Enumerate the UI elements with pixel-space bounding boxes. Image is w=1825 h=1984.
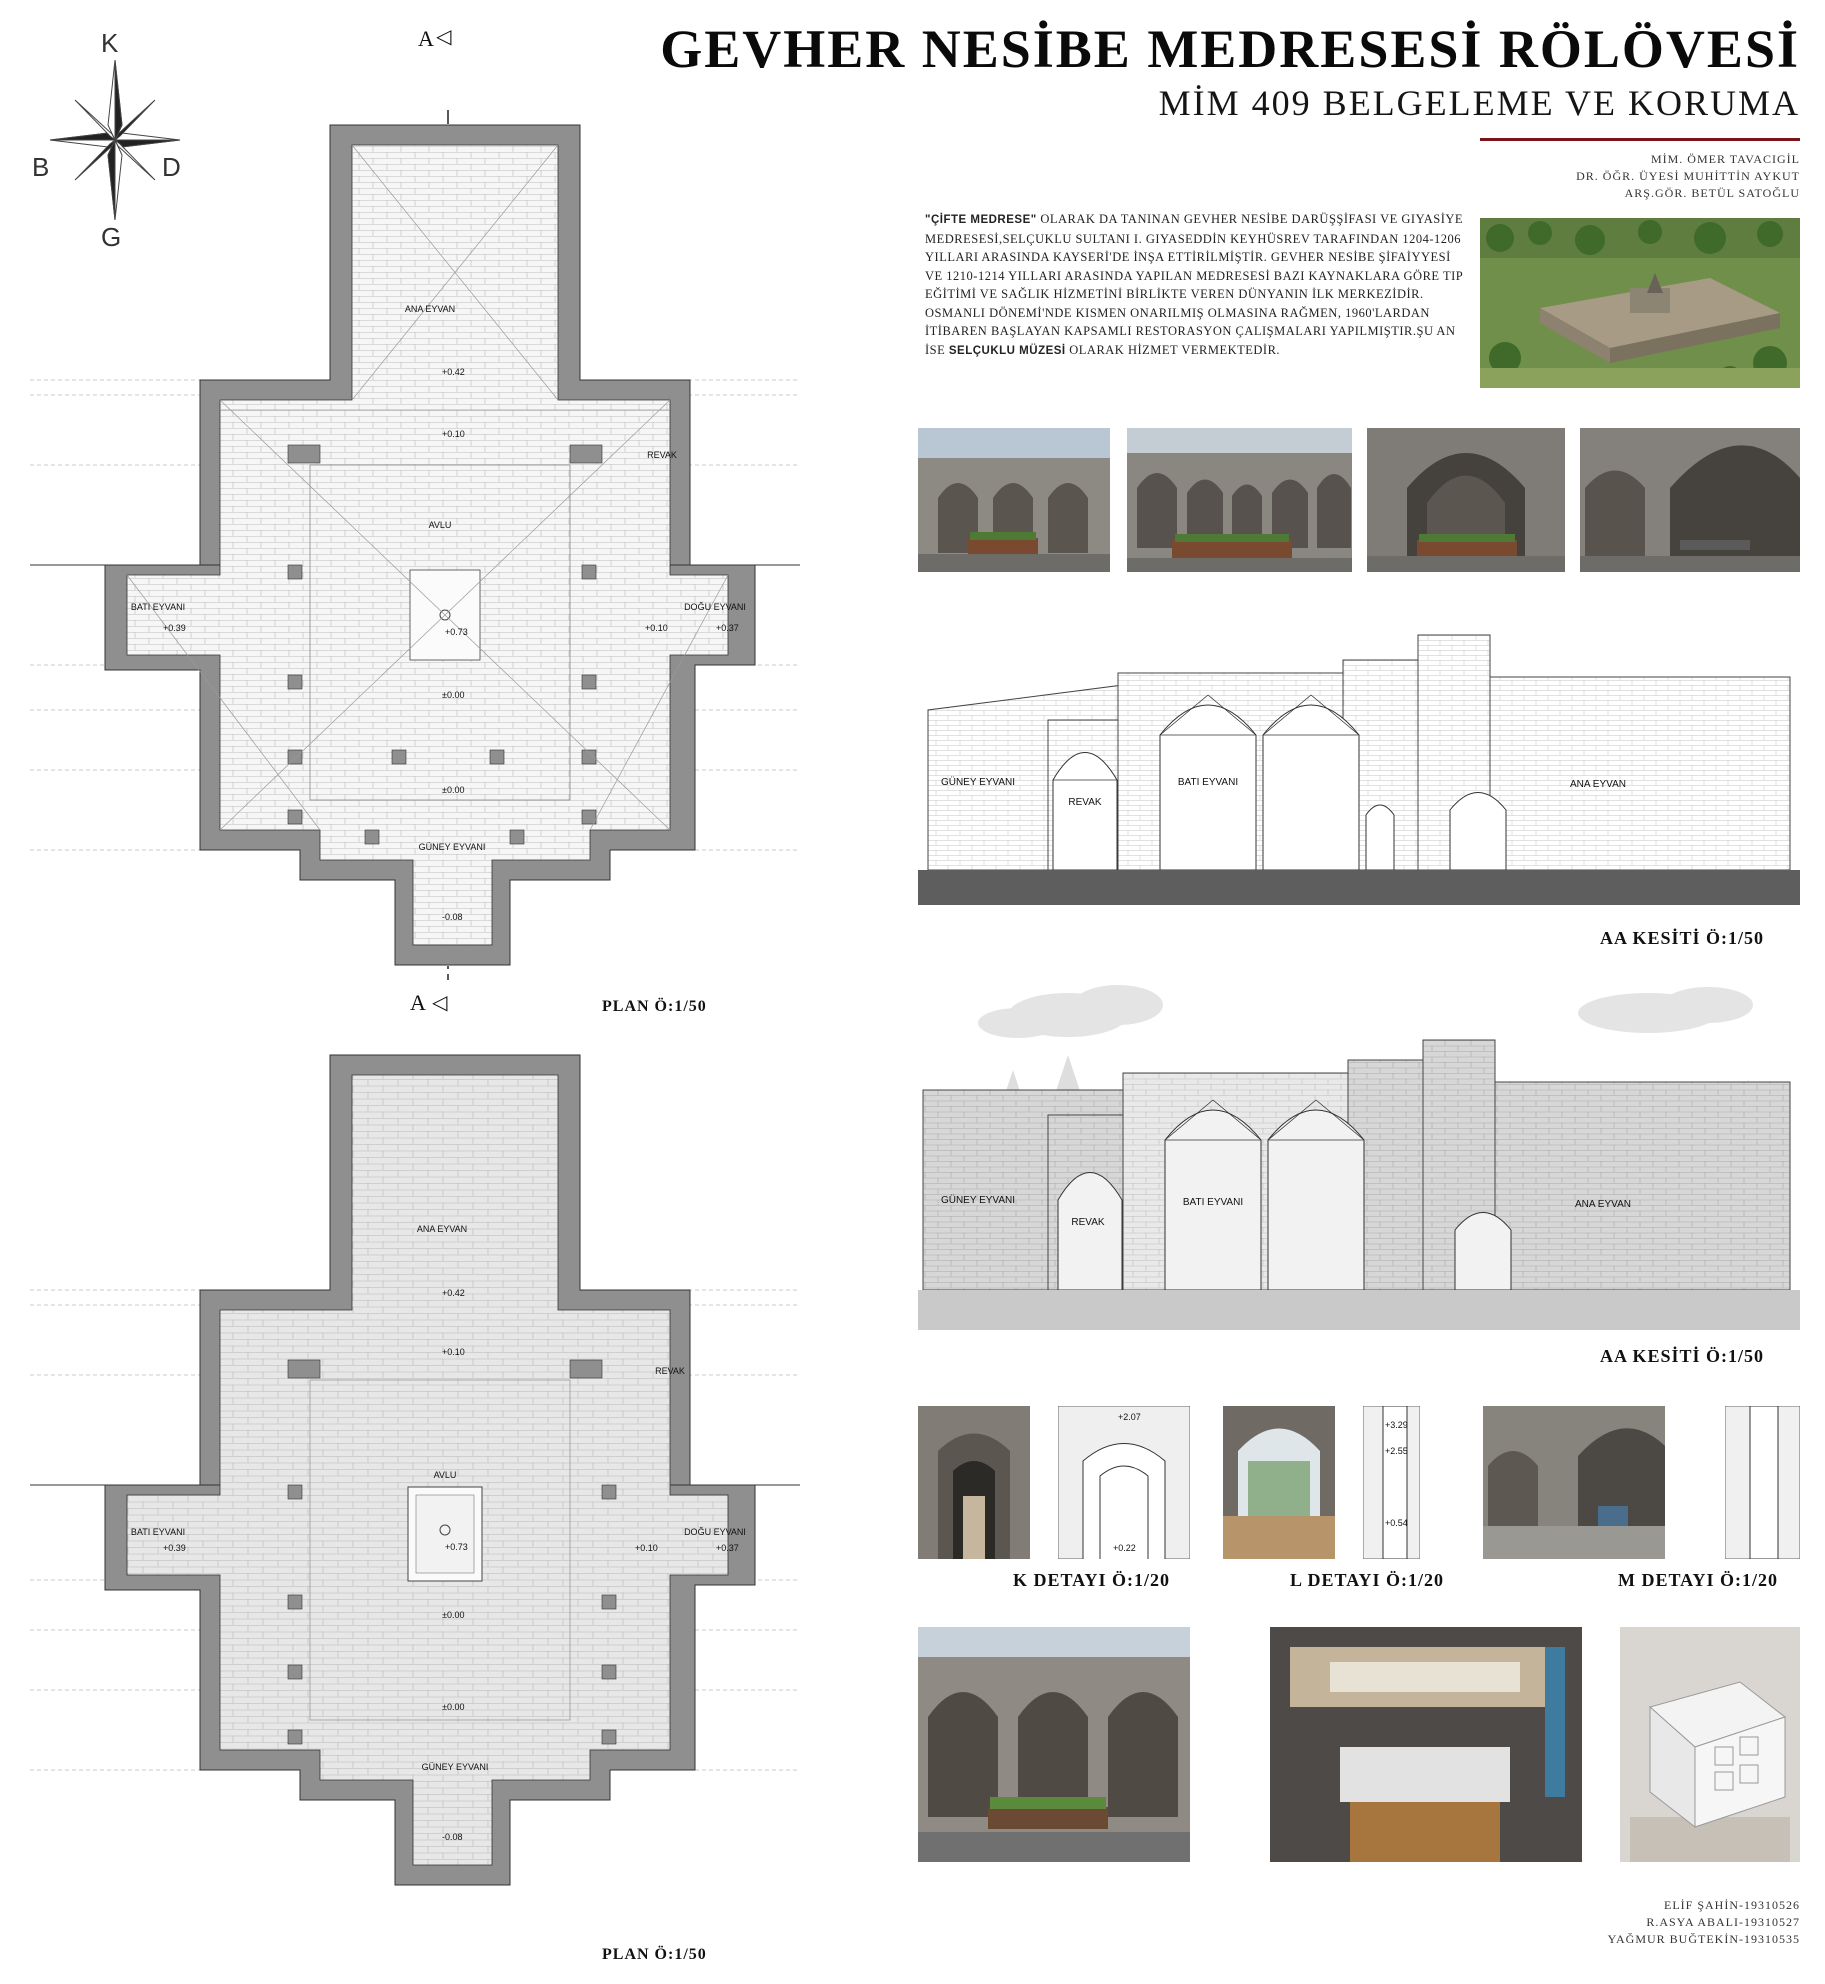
k-detail-caption: K DETAYI Ö:1/20: [1013, 1570, 1171, 1590]
sect1-label-revak: REVAK: [1068, 797, 1102, 808]
compass-west: B: [32, 152, 50, 182]
sect2-label-bati-eyvani: BATI EYVANI: [1182, 1197, 1244, 1208]
plan1-label-guney-eyvani: GÜNEY EYVANI: [418, 842, 486, 852]
courtyard-photo-1: [918, 428, 1110, 572]
plan1-level-7: +0.39: [163, 623, 186, 633]
description-text-1: OLARAK DA TANINAN GEVHER NESİBE DARÜŞŞİFASI VE GIYASİYE MEDRESESİ,SELÇUKLU SULTANI I. GIYASEDDİN KEYHÜSREV TARAFINDAN 1204-1206 YILLARI ARASINDA KAYSERİ'DE İNŞA ETTİRİLMİŞTİR. GEVHER NESİBE ŞİFAİYYESİ VE 1210-1214 YILLARI ARASINDA YAPILAN MEDRESESİ BAZI KAYNAKLARA GÖRE TIP EĞİTİMİ VE SAĞLIK HİZMETİNİ BİRLİKTE VEREN DÜNYANIN İLK MERKEZİDİR. OSMANLI DÖNEMİ'NDE KISMEN ONARILMIŞ OLMASINA RAĞMEN, 1960'LARDAN İTİBAREN BAŞLAYAN KAPSAMLI RESTORASYON ÇALIŞMALARI YAPILMIŞTIR.ŞU AN İSE: [925, 212, 1464, 357]
l-level-2: +2.55: [1385, 1446, 1408, 1456]
l-level-1: +3.29: [1385, 1420, 1408, 1430]
measured-plan-labels: [30, 110, 800, 990]
k-level-top: +2.07: [1118, 1412, 1141, 1422]
section-aa-line: [918, 615, 1800, 905]
k-detail-drawing: [1058, 1406, 1190, 1559]
compass-north: K: [101, 28, 119, 58]
plan2-level-2: +0.10: [442, 1347, 465, 1357]
plan2-level-1: +0.42: [442, 1288, 465, 1298]
l-detail-photo: [1223, 1406, 1335, 1559]
sect2-label-guney-eyvani: GÜNEY EYVANI: [940, 1195, 1016, 1206]
student-1: ELİF ŞAHİN-19310526: [1664, 1898, 1800, 1912]
plan2-caption: PLAN Ö:1/50: [602, 1946, 707, 1963]
museum-display-photo: [1270, 1627, 1582, 1862]
section-arrow-bottom-icon: ◁: [432, 992, 448, 1014]
m-detail-photo: [1483, 1406, 1665, 1559]
instructor-2: DR. ÖĞR. ÜYESİ MUHİTTİN AYKUT: [1576, 169, 1800, 183]
page-subtitle: MİM 409 BELGELEME VE KORUMA: [1158, 83, 1800, 123]
plan2-label-guney-eyvani: GÜNEY EYVANI: [421, 1762, 489, 1772]
plan1-level-4: ±0.00: [442, 690, 465, 700]
plan1-level-3: +0.73: [445, 627, 468, 637]
section1-caption: AA KESİTİ Ö:1/50: [1600, 928, 1765, 948]
plan2-level-9: -0.08: [442, 1832, 463, 1842]
plan1-caption: PLAN Ö:1/50: [602, 998, 707, 1015]
k-detail-photo: [918, 1406, 1030, 1559]
plan1-level-1: +0.42: [442, 367, 465, 377]
plan2-label-ana-eyvan: ANA EYVAN: [416, 1224, 468, 1234]
plan2-level-4: ±0.00: [442, 1610, 465, 1620]
plan2-level-3: +0.73: [445, 1542, 468, 1552]
plan2-label-dogu-eyvani: DOĞU EYVANI: [684, 1527, 746, 1537]
plan2-level-5: +0.10: [635, 1543, 658, 1553]
plan1-level-5: +0.10: [645, 623, 668, 633]
plan1-level-8: ±0.00: [442, 785, 465, 795]
plan1-level-2: +0.10: [442, 429, 465, 439]
sect2-label-ana-eyvan: ANA EYVAN: [1575, 1199, 1631, 1210]
description-museum: SELÇUKLU MÜZESİ: [948, 344, 1066, 357]
project-description: [925, 210, 1465, 360]
section-marker-top: A: [418, 26, 434, 51]
plan2-level-7: +0.39: [163, 1543, 186, 1553]
plan1-label-revak: REVAK: [647, 450, 677, 460]
l-detail-drawing: [1363, 1406, 1420, 1559]
compass-east: D: [162, 152, 181, 182]
k-level-bottom: +0.22: [1113, 1543, 1136, 1553]
section-arrow-top-icon: ◁: [436, 26, 452, 48]
sect1-label-bati-eyvani: BATI EYVANI: [1177, 777, 1239, 788]
plan2-label-avlu: AVLU: [433, 1470, 457, 1480]
courtyard-photo-3: [1367, 428, 1565, 572]
plan2-label-revak: REVAK: [655, 1366, 685, 1376]
section2-caption: AA KESİTİ Ö:1/50: [1600, 1346, 1765, 1366]
plan1-level-6: +0.37: [716, 623, 739, 633]
courtyard-photo-4: [1580, 428, 1800, 572]
sect2-label-revak: REVAK: [1071, 1217, 1105, 1228]
description-text-2: OLARAK HİZMET VERMEKTEDİR.: [1065, 342, 1281, 357]
plan1-level-9: -0.08: [442, 912, 463, 922]
instructor-1: MİM. ÖMER TAVACIGİL: [1650, 152, 1800, 166]
m-detail-drawing: [1725, 1406, 1800, 1559]
l-level-3: +0.54: [1385, 1518, 1408, 1528]
courtyard-arcade-photo: [918, 1627, 1190, 1862]
plan2-level-6: +0.37: [716, 1543, 739, 1553]
l-detail-caption: L DETAYI Ö:1/20: [1290, 1570, 1445, 1590]
m-detail-caption: M DETAYI Ö:1/20: [1618, 1570, 1779, 1590]
aerial-photo: [1480, 218, 1800, 388]
plan1-label-bati-eyvani: BATI EYVANI: [130, 602, 186, 612]
section-marker-bottom: A: [410, 990, 426, 1015]
rendered-plan-labels: [30, 1040, 800, 1940]
courtyard-photo-2: [1127, 428, 1352, 572]
student-2: R.ASYA ABALI-19310527: [1646, 1915, 1800, 1929]
student-3: YAĞMUR BUĞTEKİN-19310535: [1607, 1932, 1800, 1946]
compass-south: G: [101, 222, 122, 252]
sect1-label-ana-eyvan: ANA EYVAN: [1570, 779, 1626, 790]
instructor-3: ARŞ.GÖR. BETÜL SATOĞLU: [1624, 186, 1800, 200]
plan1-label-avlu: AVLU: [428, 520, 452, 530]
sect1-label-guney-eyvani: GÜNEY EYVANI: [940, 777, 1016, 788]
section-aa-rendered: [918, 985, 1800, 1330]
building-model-photo: [1620, 1627, 1800, 1862]
plan1-label-dogu-eyvani: DOĞU EYVANI: [684, 602, 746, 612]
plan2-label-bati-eyvani: BATI EYVANI: [130, 1527, 186, 1537]
description-lead: "ÇİFTE MEDRESE": [925, 214, 1037, 226]
title-divider: [1480, 138, 1800, 141]
page-title: GEVHER NESİBE MEDRESESİ RÖLÖVESİ: [660, 19, 1800, 79]
plan1-label-ana-eyvan: ANA EYVAN: [404, 304, 456, 314]
plan2-level-8: ±0.00: [442, 1702, 465, 1712]
